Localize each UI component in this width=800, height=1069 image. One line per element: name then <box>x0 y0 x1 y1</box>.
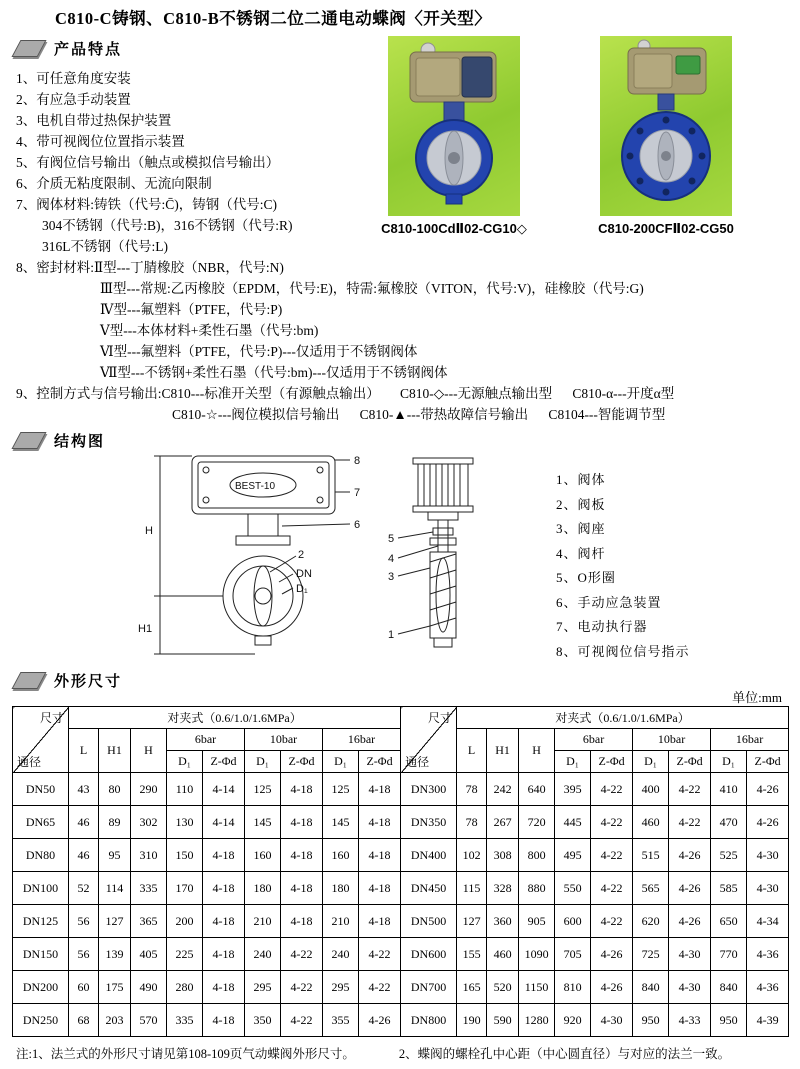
note-prefix: 注: <box>16 1047 32 1061</box>
feature-item: 6、介质无粘度限制、无流向限制 <box>16 176 212 191</box>
dim-cell: 150 <box>167 839 203 872</box>
page-title: C810-C铸钢、C810-B不锈钢二位二通电动蝶阀〈开关型〉 <box>55 9 492 28</box>
dimensions-table <box>12 706 789 1037</box>
dim-cell: 410 <box>711 773 747 806</box>
dim-cell: 520 <box>487 971 519 1004</box>
unit-label: 单位:mm <box>732 690 782 705</box>
callout-5-label: 5 <box>388 533 395 545</box>
corner-dn-label: 通径 <box>405 755 430 769</box>
dim-cell: 4-18 <box>203 938 245 971</box>
dim-cell: 4-18 <box>359 905 401 938</box>
dim-cell: 68 <box>69 1004 99 1037</box>
dim-cell: 525 <box>711 839 747 872</box>
dim-cell: 365 <box>131 905 167 938</box>
part-item: 8、可视阀位信号指示 <box>556 643 690 659</box>
callout-8-label: 8 <box>354 455 361 467</box>
col-header-H: H <box>131 729 167 773</box>
col-header-L: L <box>69 729 99 773</box>
dn-cell: DN250 <box>13 1004 69 1037</box>
dim-cell: 4-22 <box>591 839 633 872</box>
table-row <box>13 872 789 905</box>
dim-cell: 4-34 <box>747 905 789 938</box>
product-caption-1: C810-100CdⅡ02-CG10◇ <box>381 221 527 236</box>
dn-cell: DN50 <box>13 773 69 806</box>
dim-cell: 4-39 <box>747 1004 789 1037</box>
dimensions-table-body <box>13 773 789 1037</box>
section-marker-icon <box>11 40 46 57</box>
dim-cell: 600 <box>555 905 591 938</box>
dim-d1-label: D₁ <box>296 583 308 595</box>
dim-cell: 335 <box>131 872 167 905</box>
table-row <box>13 839 789 872</box>
sub-header-zd: Z-Φd <box>203 751 245 773</box>
dim-cell: 355 <box>323 1004 359 1037</box>
dn-cell: DN200 <box>13 971 69 1004</box>
dim-cell: 4-18 <box>359 773 401 806</box>
parts-list <box>556 468 690 664</box>
dn-cell: DN300 <box>401 773 457 806</box>
dim-cell: 840 <box>633 971 669 1004</box>
dim-cell: 810 <box>555 971 591 1004</box>
sub-header-zd: Z-Φd <box>359 751 401 773</box>
dim-cell: 225 <box>167 938 203 971</box>
wafer-valve-illustration <box>388 36 520 216</box>
dim-cell: 203 <box>99 1004 131 1037</box>
col-header-H: H <box>519 729 555 773</box>
dim-cell: 405 <box>131 938 167 971</box>
part-item: 6、手动应急装置 <box>556 594 662 610</box>
part-item: 5、O形圈 <box>556 570 616 585</box>
dim-cell: 4-22 <box>669 806 711 839</box>
feature-item: 9、控制方式与信号输出:C810---标准开关型（有源触点输出） C810-◇---无源触点输出型 C810-α---开度α型 <box>16 386 675 401</box>
dim-cell: 267 <box>487 806 519 839</box>
dim-cell: 350 <box>245 1004 281 1037</box>
dim-cell: 770 <box>711 938 747 971</box>
dim-cell: 4-36 <box>747 938 789 971</box>
table-row <box>13 905 789 938</box>
dim-cell: 590 <box>487 1004 519 1037</box>
dim-cell: 102 <box>457 839 487 872</box>
dim-cell: 210 <box>323 905 359 938</box>
part-item: 2、阀板 <box>556 496 606 512</box>
product-caption-2: C810-200CFⅡ02-CG50 <box>598 221 734 236</box>
dim-cell: 60 <box>69 971 99 1004</box>
sub-header-d1: D₁ <box>633 751 669 773</box>
wafer-group-header-right: 对夹式（0.6/1.0/1.6MPa） <box>457 707 789 729</box>
feature-item: Ⅲ型---常规:乙丙橡胶（EPDM，代号:E)，特需:氟橡胶（VITON，代号:V)，硅橡胶（代号:G) <box>100 281 644 296</box>
dim-cell: 200 <box>167 905 203 938</box>
dim-cell: 880 <box>519 872 555 905</box>
dim-cell: 4-30 <box>747 839 789 872</box>
callout-2-label: 2 <box>298 549 305 561</box>
dim-cell: 4-22 <box>591 806 633 839</box>
feature-item: 5、有阀位信号输出（触点或模拟信号输出） <box>16 155 280 170</box>
feature-item: 316L不锈钢（代号:L) <box>42 239 168 254</box>
dim-cell: 4-26 <box>591 938 633 971</box>
dim-cell: 328 <box>487 872 519 905</box>
dn-cell: DN500 <box>401 905 457 938</box>
dim-cell: 4-26 <box>669 839 711 872</box>
table-row <box>13 1004 789 1037</box>
dim-cell: 4-30 <box>747 872 789 905</box>
dim-cell: 160 <box>323 839 359 872</box>
structure-diagram <box>130 446 500 664</box>
sub-header-d1: D₁ <box>245 751 281 773</box>
dim-cell: 4-22 <box>591 905 633 938</box>
dim-cell: 650 <box>711 905 747 938</box>
feature-item: Ⅵ型---氟塑料（PTFE，代号:P)---仅适用于不锈钢阀体 <box>100 344 418 359</box>
sub-header-zd: Z-Φd <box>281 751 323 773</box>
dim-cell: 295 <box>323 971 359 1004</box>
dim-cell: 4-18 <box>359 806 401 839</box>
dim-cell: 4-18 <box>281 806 323 839</box>
feature-item: 7、阀体材料:铸铁（代号:C̄)，铸钢（代号:C) <box>16 197 278 212</box>
dim-cell: 1150 <box>519 971 555 1004</box>
dim-cell: 4-26 <box>747 806 789 839</box>
dim-cell: 110 <box>167 773 203 806</box>
part-item: 3、阀座 <box>556 521 606 536</box>
flanged-valve-illustration <box>600 36 732 216</box>
dim-cell: 56 <box>69 905 99 938</box>
dim-h-label: H <box>145 525 153 537</box>
part-item: 7、电动执行器 <box>556 619 648 634</box>
dim-cell: 165 <box>457 971 487 1004</box>
dim-cell: 89 <box>99 806 131 839</box>
dim-cell: 445 <box>555 806 591 839</box>
table-row <box>13 773 789 806</box>
structure-section-header <box>16 430 105 451</box>
dimensions-section-header <box>16 670 122 691</box>
dim-cell: 950 <box>633 1004 669 1037</box>
dim-cell: 4-14 <box>203 806 245 839</box>
dim-cell: 310 <box>131 839 167 872</box>
dim-cell: 139 <box>99 938 131 971</box>
dim-cell: 127 <box>99 905 131 938</box>
feature-item: 8、密封材料:Ⅱ型---丁腈橡胶（NBR，代号:N) <box>16 260 284 275</box>
dim-cell: 620 <box>633 905 669 938</box>
table-row <box>13 806 789 839</box>
corner-size-label: 尺寸 <box>428 711 453 725</box>
dim-cell: 335 <box>167 1004 203 1037</box>
dim-cell: 550 <box>555 872 591 905</box>
dim-cell: 585 <box>711 872 747 905</box>
dim-cell: 155 <box>457 938 487 971</box>
dim-cell: 4-36 <box>747 971 789 1004</box>
callout-7-label: 7 <box>354 487 361 499</box>
dim-cell: 705 <box>555 938 591 971</box>
dn-cell: DN600 <box>401 938 457 971</box>
dim-cell: 470 <box>711 806 747 839</box>
note-1: 1、法兰式的外形尺寸请见第108-109页气动蝶阀外形尺寸。 <box>31 1047 355 1061</box>
dim-cell: 840 <box>711 971 747 1004</box>
dim-cell: 210 <box>245 905 281 938</box>
structure-heading: 结构图 <box>54 434 106 450</box>
dim-cell: 145 <box>323 806 359 839</box>
dim-cell: 46 <box>69 806 99 839</box>
col-header-L: L <box>457 729 487 773</box>
dim-cell: 302 <box>131 806 167 839</box>
dim-cell: 4-14 <box>203 773 245 806</box>
dim-dn-label: DN <box>296 568 312 580</box>
dim-cell: 4-30 <box>591 1004 633 1037</box>
dim-cell: 125 <box>245 773 281 806</box>
dn-cell: DN150 <box>13 938 69 971</box>
dim-cell: 290 <box>131 773 167 806</box>
sub-header-zd: Z-Φd <box>747 751 789 773</box>
dim-cell: 46 <box>69 839 99 872</box>
dim-cell: 4-26 <box>747 773 789 806</box>
callout-3-label: 3 <box>388 571 395 583</box>
dn-cell: DN100 <box>13 872 69 905</box>
product-photo-flanged-valve <box>600 36 732 216</box>
dn-cell: DN80 <box>13 839 69 872</box>
dim-cell: 950 <box>711 1004 747 1037</box>
dim-cell: 170 <box>167 872 203 905</box>
dim-cell: 4-26 <box>359 1004 401 1037</box>
feature-item: 1、可任意角度安装 <box>16 71 131 86</box>
feature-item: C810-☆---阀位模拟信号输出 C810-▲---带热故障信号输出 C8104---智能调节型 <box>172 407 666 422</box>
product-photo-wafer-valve <box>388 36 520 216</box>
dim-cell: 175 <box>99 971 131 1004</box>
dim-cell: 280 <box>167 971 203 1004</box>
dim-cell: 725 <box>633 938 669 971</box>
dim-cell: 4-26 <box>669 872 711 905</box>
dim-cell: 190 <box>457 1004 487 1037</box>
sub-header-zd: Z-Φd <box>669 751 711 773</box>
dim-cell: 570 <box>131 1004 167 1037</box>
dim-cell: 4-26 <box>591 971 633 1004</box>
dim-cell: 4-22 <box>281 1004 323 1037</box>
dim-cell: 4-18 <box>359 872 401 905</box>
dim-cell: 4-22 <box>591 773 633 806</box>
dim-cell: 78 <box>457 806 487 839</box>
dim-cell: 360 <box>487 905 519 938</box>
dim-cell: 78 <box>457 773 487 806</box>
corner-dn-label: 通径 <box>17 755 42 769</box>
features-section-header <box>16 38 122 59</box>
dim-cell: 180 <box>245 872 281 905</box>
dim-cell: 4-22 <box>591 872 633 905</box>
pressure-header-10bar: 10bar <box>633 729 711 751</box>
sub-header-d1: D₁ <box>323 751 359 773</box>
callout-6-label: 6 <box>354 519 361 531</box>
dim-cell: 80 <box>99 773 131 806</box>
part-item: 4、阀杆 <box>556 545 606 561</box>
sub-header-d1: D₁ <box>711 751 747 773</box>
section-marker-icon <box>11 672 46 689</box>
table-header-row-1 <box>13 707 789 729</box>
corner-cell-left <box>13 707 69 773</box>
pressure-header-6bar: 6bar <box>555 729 633 751</box>
col-header-H1: H1 <box>487 729 519 773</box>
dim-cell: 565 <box>633 872 669 905</box>
dim-cell: 395 <box>555 773 591 806</box>
callout-1-label: 1 <box>388 629 395 641</box>
dn-cell: DN700 <box>401 971 457 1004</box>
sub-header-d1: D₁ <box>167 751 203 773</box>
dim-cell: 920 <box>555 1004 591 1037</box>
dim-cell: 52 <box>69 872 99 905</box>
actuator-brand-label: BEST-10 <box>235 481 276 492</box>
dim-cell: 240 <box>323 938 359 971</box>
dim-cell: 56 <box>69 938 99 971</box>
dim-cell: 460 <box>487 938 519 971</box>
dim-cell: 1090 <box>519 938 555 971</box>
col-header-H1: H1 <box>99 729 131 773</box>
dim-cell: 4-18 <box>203 1004 245 1037</box>
feature-item: Ⅶ型---不锈钢+柔性石墨（代号:bm)---仅适用于不锈钢阀体 <box>100 365 448 380</box>
feature-item: Ⅳ型---氟塑料（PTFE，代号:P) <box>100 302 283 317</box>
feature-item: 304不锈钢（代号:B)，316不锈钢（代号:R) <box>42 218 293 233</box>
table-row <box>13 938 789 971</box>
feature-item: 4、带可视阀位位置指示装置 <box>16 134 185 149</box>
dim-cell: 400 <box>633 773 669 806</box>
dim-cell: 495 <box>555 839 591 872</box>
dn-cell: DN350 <box>401 806 457 839</box>
table-row <box>13 971 789 1004</box>
dim-cell: 160 <box>245 839 281 872</box>
sub-header-d1: D₁ <box>555 751 591 773</box>
dim-cell: 115 <box>457 872 487 905</box>
sub-header-zd: Z-Φd <box>591 751 633 773</box>
dim-cell: 95 <box>99 839 131 872</box>
pressure-header-16bar: 16bar <box>323 729 401 751</box>
dim-cell: 308 <box>487 839 519 872</box>
dim-cell: 4-30 <box>669 971 711 1004</box>
dim-cell: 242 <box>487 773 519 806</box>
dim-cell: 905 <box>519 905 555 938</box>
dn-cell: DN800 <box>401 1004 457 1037</box>
part-item: 1、阀体 <box>556 472 606 487</box>
features-heading: 产品特点 <box>54 42 123 58</box>
pressure-header-6bar: 6bar <box>167 729 245 751</box>
dn-cell: DN450 <box>401 872 457 905</box>
dn-cell: DN125 <box>13 905 69 938</box>
dim-cell: 4-33 <box>669 1004 711 1037</box>
dim-cell: 4-18 <box>281 773 323 806</box>
dn-cell: DN400 <box>401 839 457 872</box>
dim-cell: 490 <box>131 971 167 1004</box>
dim-cell: 4-18 <box>281 872 323 905</box>
dim-cell: 800 <box>519 839 555 872</box>
corner-cell-right <box>401 707 457 773</box>
dim-cell: 4-22 <box>669 773 711 806</box>
pressure-header-16bar: 16bar <box>711 729 789 751</box>
pressure-header-10bar: 10bar <box>245 729 323 751</box>
dim-cell: 4-22 <box>281 971 323 1004</box>
corner-size-label: 尺寸 <box>39 711 64 725</box>
footnotes <box>16 1044 774 1062</box>
dim-cell: 4-18 <box>359 839 401 872</box>
dim-h1-label: H1 <box>138 623 153 635</box>
dim-cell: 4-18 <box>203 971 245 1004</box>
dim-cell: 460 <box>633 806 669 839</box>
dim-cell: 43 <box>69 773 99 806</box>
dim-cell: 4-22 <box>359 938 401 971</box>
dim-cell: 720 <box>519 806 555 839</box>
feature-item: Ⅴ型---本体材料+柔性石墨（代号:bm) <box>100 323 319 338</box>
feature-item: 3、电机自带过热保护装置 <box>16 113 172 128</box>
dim-cell: 145 <box>245 806 281 839</box>
dim-cell: 125 <box>323 773 359 806</box>
dim-cell: 240 <box>245 938 281 971</box>
dim-cell: 295 <box>245 971 281 1004</box>
dim-cell: 640 <box>519 773 555 806</box>
note-2: 2、蝶阀的螺栓孔中心距（中心圆直径）与对应的法兰一致。 <box>398 1047 731 1061</box>
feature-item: 2、有应急手动装置 <box>16 92 131 107</box>
dn-cell: DN65 <box>13 806 69 839</box>
dim-cell: 4-18 <box>203 839 245 872</box>
wafer-group-header-left: 对夹式（0.6/1.0/1.6MPa） <box>69 707 401 729</box>
dimensions-heading: 外形尺寸 <box>54 674 123 690</box>
dim-cell: 4-22 <box>359 971 401 1004</box>
dim-cell: 1280 <box>519 1004 555 1037</box>
valve-side-view-drawing <box>398 458 473 647</box>
dim-cell: 4-18 <box>281 839 323 872</box>
dim-cell: 180 <box>323 872 359 905</box>
dim-cell: 4-26 <box>669 905 711 938</box>
callout-4-label: 4 <box>388 553 395 565</box>
dim-cell: 4-18 <box>203 905 245 938</box>
dim-cell: 4-22 <box>281 938 323 971</box>
section-marker-icon <box>11 432 46 449</box>
dim-cell: 127 <box>457 905 487 938</box>
dim-cell: 130 <box>167 806 203 839</box>
dim-cell: 114 <box>99 872 131 905</box>
dim-cell: 515 <box>633 839 669 872</box>
dim-cell: 4-30 <box>669 938 711 971</box>
dim-cell: 4-18 <box>281 905 323 938</box>
dim-cell: 4-18 <box>203 872 245 905</box>
